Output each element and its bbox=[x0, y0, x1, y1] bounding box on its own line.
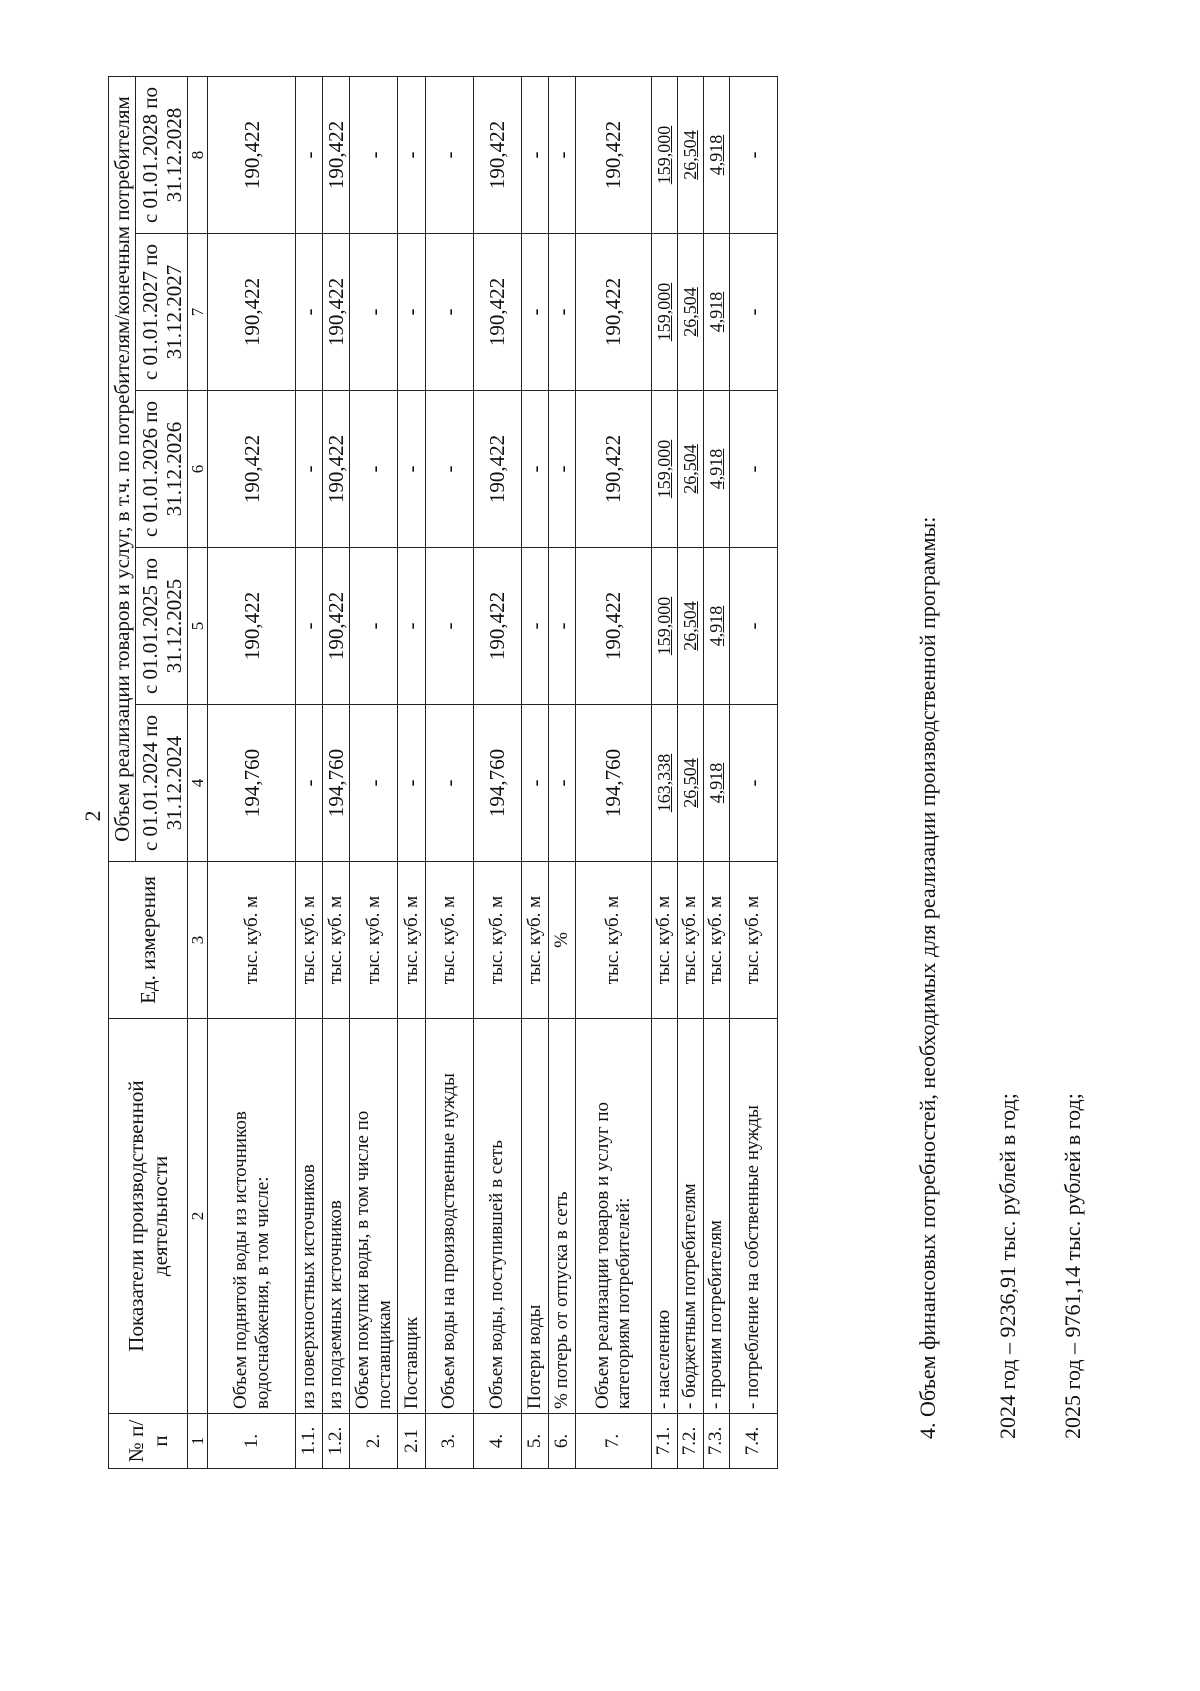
row-value: 190,422 bbox=[575, 234, 651, 391]
row-number: 6. bbox=[548, 1414, 575, 1469]
table-row bbox=[651, 76, 677, 1468]
row-indicator: - прочим потребителям bbox=[703, 1019, 729, 1414]
row-value: - bbox=[548, 705, 575, 862]
row-indicator: Объем реализации товаров и услуг по категориям потребителей: bbox=[575, 1019, 651, 1414]
header-volume-group: Объем реализации товаров и услуг, в т.ч. по потребителям/конечным потребителям bbox=[109, 76, 136, 861]
row-value: 190,422 bbox=[323, 76, 350, 233]
col-number: 2 bbox=[188, 1019, 208, 1414]
row-value: - bbox=[350, 705, 398, 862]
row-value: - bbox=[296, 705, 323, 862]
row-value: - bbox=[521, 391, 548, 548]
col-number: 7 bbox=[188, 234, 208, 391]
row-value: 190,422 bbox=[575, 548, 651, 705]
row-value: - bbox=[729, 705, 777, 862]
row-value: - bbox=[350, 234, 398, 391]
row-value: - bbox=[521, 548, 548, 705]
row-unit: тыс. куб. м bbox=[575, 862, 651, 1019]
row-value: - bbox=[521, 234, 548, 391]
row-value: - bbox=[425, 548, 473, 705]
row-number: 1. bbox=[208, 1414, 296, 1469]
row-value: 190,422 bbox=[323, 391, 350, 548]
row-value: 194,760 bbox=[575, 705, 651, 862]
row-value: - bbox=[350, 76, 398, 233]
row-indicator: - населению bbox=[651, 1019, 677, 1414]
row-indicator: Объем поднятой воды из источников водоснабжения, в том числе: bbox=[208, 1019, 296, 1414]
row-unit: тыс. куб. м bbox=[703, 862, 729, 1019]
row-value: - bbox=[296, 548, 323, 705]
row-value: - bbox=[425, 76, 473, 233]
header-period: с 01.01.2028 по 31.12.2028 bbox=[136, 76, 188, 233]
row-value: 190,422 bbox=[473, 548, 521, 705]
table-row bbox=[677, 76, 703, 1468]
header-indicator: Показатели производственной деятельности bbox=[109, 1019, 188, 1414]
col-number: 5 bbox=[188, 548, 208, 705]
row-value: 163,338 bbox=[651, 705, 677, 862]
row-value: 26,504 bbox=[677, 391, 703, 548]
row-value: 159,000 bbox=[651, 76, 677, 233]
row-number: 7.3. bbox=[703, 1414, 729, 1469]
production-table bbox=[108, 76, 778, 1469]
col-number: 6 bbox=[188, 391, 208, 548]
row-value: - bbox=[398, 76, 425, 233]
row-number: 5. bbox=[521, 1414, 548, 1469]
row-value: 190,422 bbox=[473, 234, 521, 391]
row-number: 2.1 bbox=[398, 1414, 425, 1469]
table-row bbox=[425, 76, 473, 1468]
row-number: 1.1. bbox=[296, 1414, 323, 1469]
row-value: - bbox=[548, 548, 575, 705]
row-value: 190,422 bbox=[473, 76, 521, 233]
row-unit: тыс. куб. м bbox=[323, 862, 350, 1019]
row-value: 26,504 bbox=[677, 705, 703, 862]
row-value: - bbox=[548, 76, 575, 233]
page-number: 2 bbox=[80, 810, 105, 822]
row-value: - bbox=[296, 391, 323, 548]
row-unit: тыс. куб. м bbox=[350, 862, 398, 1019]
table-row bbox=[208, 76, 296, 1468]
col-number: 4 bbox=[188, 705, 208, 862]
table-row bbox=[296, 76, 323, 1468]
table-row bbox=[521, 76, 548, 1468]
row-value: 159,000 bbox=[651, 548, 677, 705]
table-row bbox=[350, 76, 398, 1468]
row-value: 190,422 bbox=[208, 234, 296, 391]
row-value: - bbox=[548, 234, 575, 391]
row-indicator: Потери воды bbox=[521, 1019, 548, 1414]
header-num: № п/п bbox=[109, 1414, 188, 1469]
row-indicator: - бюджетным потребителям bbox=[677, 1019, 703, 1414]
table-row bbox=[323, 76, 350, 1468]
row-value: 159,000 bbox=[651, 391, 677, 548]
row-value: 190,422 bbox=[208, 548, 296, 705]
row-value: 190,422 bbox=[473, 391, 521, 548]
row-unit: тыс. куб. м bbox=[208, 862, 296, 1019]
row-value: - bbox=[729, 76, 777, 233]
table-row bbox=[703, 76, 729, 1468]
row-value: - bbox=[296, 76, 323, 233]
row-number: 3. bbox=[425, 1414, 473, 1469]
row-value: - bbox=[729, 391, 777, 548]
row-value: - bbox=[729, 234, 777, 391]
row-number: 2. bbox=[350, 1414, 398, 1469]
row-unit: тыс. куб. м bbox=[521, 862, 548, 1019]
row-indicator: % потерь от отпуска в сеть bbox=[548, 1019, 575, 1414]
row-value: 4,918 bbox=[703, 548, 729, 705]
row-unit: тыс. куб. м bbox=[473, 862, 521, 1019]
row-value: 26,504 bbox=[677, 548, 703, 705]
row-indicator: Поставщик bbox=[398, 1019, 425, 1414]
row-value: 194,760 bbox=[323, 705, 350, 862]
row-value: 190,422 bbox=[208, 391, 296, 548]
table-row bbox=[575, 76, 651, 1468]
row-unit: % bbox=[548, 862, 575, 1019]
financial-2024-line: 2024 год – 9236,91 тыс. рублей в год; bbox=[995, 1093, 1020, 1439]
row-value: - bbox=[350, 548, 398, 705]
table-row bbox=[398, 76, 425, 1468]
header-period: с 01.01.2027 по 31.12.2027 bbox=[136, 234, 188, 391]
table-row bbox=[729, 76, 777, 1468]
header-period: с 01.01.2025 по 31.12.2025 bbox=[136, 548, 188, 705]
row-value: - bbox=[350, 391, 398, 548]
row-value: - bbox=[548, 391, 575, 548]
row-value: 26,504 bbox=[677, 76, 703, 233]
row-number: 7.2. bbox=[677, 1414, 703, 1469]
row-unit: тыс. куб. м bbox=[651, 862, 677, 1019]
row-value: - bbox=[521, 76, 548, 233]
row-value: 159,000 bbox=[651, 234, 677, 391]
row-value: 194,760 bbox=[473, 705, 521, 862]
row-value: - bbox=[398, 234, 425, 391]
row-value: 4,918 bbox=[703, 705, 729, 862]
row-value: 4,918 bbox=[703, 234, 729, 391]
header-period: с 01.01.2026 по 31.12.2026 bbox=[136, 391, 188, 548]
header-unit: Ед. измерения bbox=[109, 862, 188, 1019]
row-value: - bbox=[729, 548, 777, 705]
row-indicator: Объем воды, поступившей в сеть bbox=[473, 1019, 521, 1414]
row-indicator: из поверхностных источников bbox=[296, 1019, 323, 1414]
row-number: 4. bbox=[473, 1414, 521, 1469]
row-value: 194,760 bbox=[208, 705, 296, 862]
row-number: 1.2. bbox=[323, 1414, 350, 1469]
row-indicator: Объем воды на производственные нужды bbox=[425, 1019, 473, 1414]
row-unit: тыс. куб. м bbox=[398, 862, 425, 1019]
row-value: 190,422 bbox=[323, 548, 350, 705]
row-number: 7.4. bbox=[729, 1414, 777, 1469]
financial-needs-paragraph: 4. Объем финансовых потребностей, необходимых для реализации производственной программы: bbox=[915, 516, 940, 1439]
row-unit: тыс. куб. м bbox=[425, 862, 473, 1019]
row-value: 26,504 bbox=[677, 234, 703, 391]
row-value: - bbox=[425, 234, 473, 391]
row-indicator: из подземных источников bbox=[323, 1019, 350, 1414]
table-row bbox=[548, 76, 575, 1468]
row-value: - bbox=[398, 391, 425, 548]
col-number: 1 bbox=[188, 1414, 208, 1469]
row-number: 7. bbox=[575, 1414, 651, 1469]
row-value: - bbox=[521, 705, 548, 862]
row-value: 190,422 bbox=[208, 76, 296, 233]
financial-2025-line: 2025 год – 9761,14 тыс. рублей в год; bbox=[1060, 1093, 1085, 1439]
row-indicator: - потребление на собственные нужды bbox=[729, 1019, 777, 1414]
row-unit: тыс. куб. м bbox=[296, 862, 323, 1019]
row-value: - bbox=[425, 705, 473, 862]
row-value: - bbox=[296, 234, 323, 391]
row-unit: тыс. куб. м bbox=[729, 862, 777, 1019]
row-value: - bbox=[425, 391, 473, 548]
header-period: с 01.01.2024 по 31.12.2024 bbox=[136, 705, 188, 862]
table-row bbox=[473, 76, 521, 1468]
row-value: 190,422 bbox=[575, 76, 651, 233]
col-number: 3 bbox=[188, 862, 208, 1019]
row-value: - bbox=[398, 548, 425, 705]
row-value: 190,422 bbox=[575, 391, 651, 548]
row-indicator: Объем покупки воды, в том числе по поставщикам bbox=[350, 1019, 398, 1414]
col-number: 8 bbox=[188, 76, 208, 233]
row-value: 4,918 bbox=[703, 391, 729, 548]
row-value: 4,918 bbox=[703, 76, 729, 233]
row-value: - bbox=[398, 705, 425, 862]
row-value: 190,422 bbox=[323, 234, 350, 391]
row-number: 7.1. bbox=[651, 1414, 677, 1469]
row-unit: тыс. куб. м bbox=[677, 862, 703, 1019]
